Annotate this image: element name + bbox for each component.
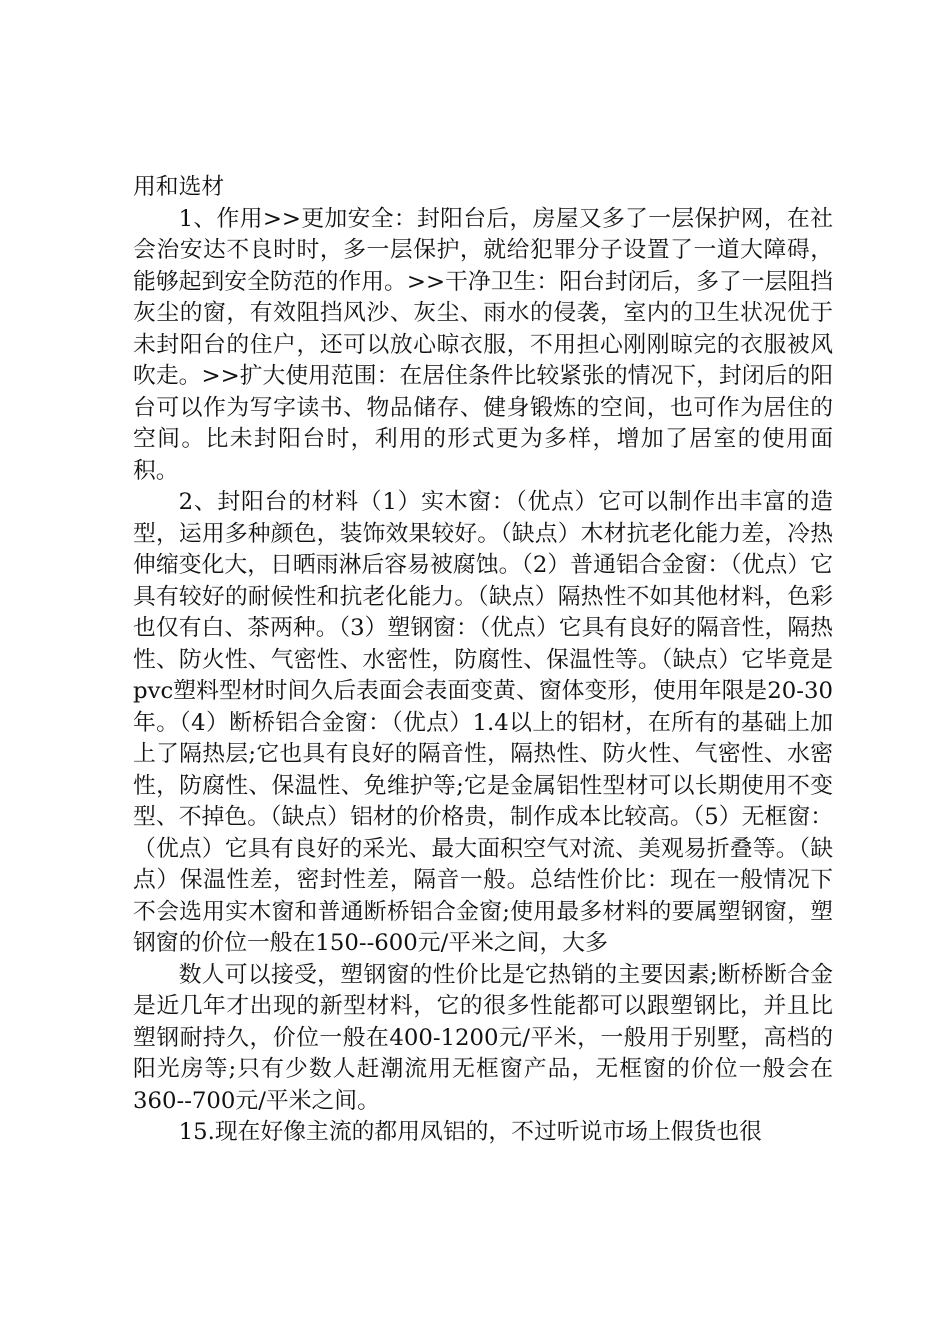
paragraph-materials: 2、封阳台的材料（1）实木窗：（优点）它可以制作出丰富的造型，运用多种颜色，装饰效果较好。（缺点）木材抗老化能力差，冷热伸缩变化大，日晒雨淋后容易被腐蚀。（2）普通铝合金窗：（优点）它具有较好的耐候性和抗老化能力。（缺点）隔热性不如其他材料，色彩也仅有白、茶两种。（3）塑钢窗：（优点）它具有良好的隔音性，隔热性、防火性、气密性、水密性，防腐性、保温性等。（缺点）它毕竟是pvc塑料型材时间久后表面会表面变黄、窗体变形，使用年限是20-30年。（4）断桥铝合金窗：（优点）1.4以上的铝材，在所有的基础上加上了隔热层;它也具有良好的隔音性，隔热性、防火性、气密性、水密性，防腐性、保温性、免维护等;它是金属铝性型材可以长期使用不变型、不掉色。（缺点）铝材的价格贵，制作成本比较高。（5）无框窗：（优点）它具有良好的采光、最大面积空气对流、美观易折叠等。（缺点）保温性差，密封性差，隔音一般。总结性价比：现在一般情况下不会选用实木窗和普通断桥铝合金窗;使用最多材料的要属塑钢窗，塑钢窗的价位一般在150--600元/平米之间，大多 [133,489,833,956]
paragraph-function: 1、作用>>更加安全：封阳台后，房屋又多了一层保护网，在社会治安达不良时时，多一层保护，就给犯罪分子设置了一道大障碍，能够起到安全防范的作用。>>干净卫生：阳台封闭后，多了一层阻挡灰尘的窗，有效阻挡风沙、灰尘、雨水的侵袭，室内的卫生状况优于未封阳台的住户，还可以放心晾衣服，不用担心刚刚晾完的衣服被风吹走。>>扩大使用范围：在居住条件比较紧张的情况下，封闭后的阳台可以作为写字读书、物品储存、健身锻炼的空间，也可作为居住的空间。比未封阳台时，利用的形式更为多样，增加了居室的使用面积。 [133,205,833,484]
document-page [133,172,833,1149]
section-heading-fragment: 用和选材 [133,174,225,200]
paragraph-item-15: 15.现在好像主流的都用凤铝的，不过听说市场上假货也很 [178,1119,762,1145]
paragraph-price-comparison: 数人可以接受，塑钢窗的性价比是它热销的主要因素;断桥断合金是近几年才出现的新型材料，它的很多性能都可以跟塑钢比，并且比塑钢耐持久，价位一般在400-1200元/平米，一般用于别墅，高档的阳光房等;只有少数人赶潮流用无框窗产品，无框窗的价位一般会在360--700元/平米之间。 [133,961,833,1114]
